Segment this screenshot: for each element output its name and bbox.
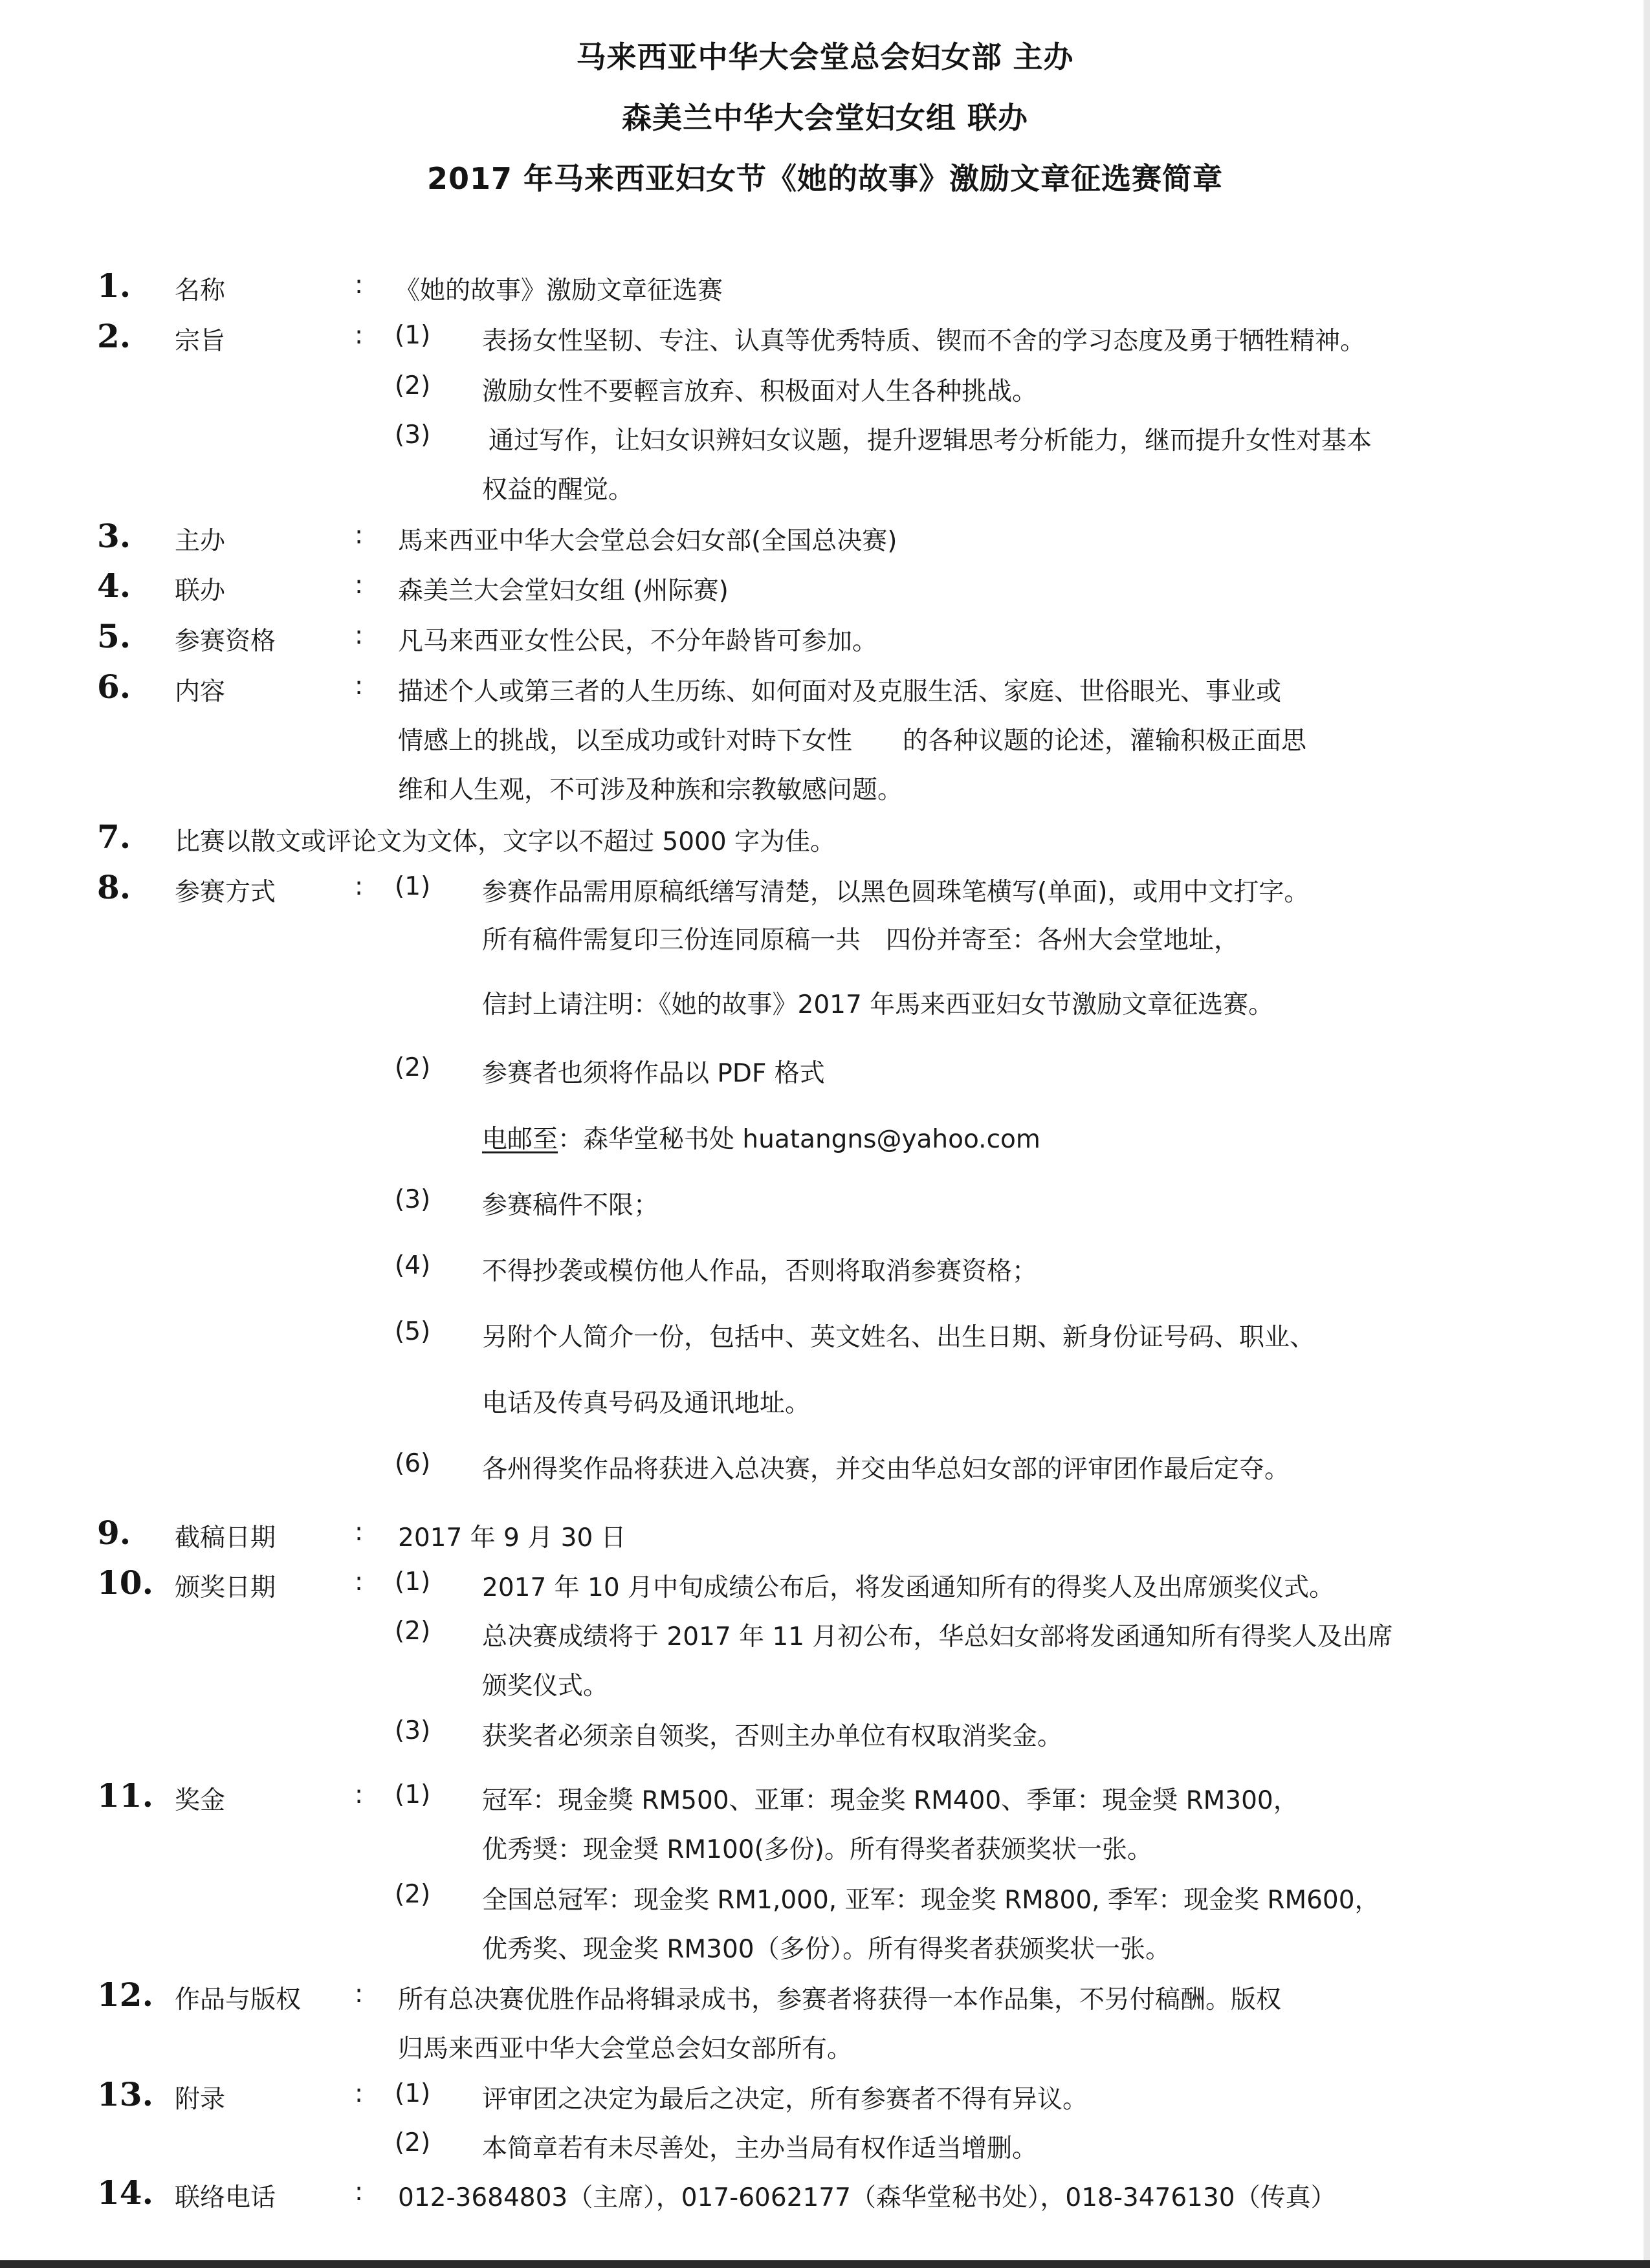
colon: : [355,1780,364,1809]
colon: : [355,571,364,600]
section-text: 所有总决赛优胜作品将辑录成书，参赛者将获得一本作品集，不另付稿酬。版权 [398,1985,1282,2014]
item-number: (3) [395,1716,431,1745]
item-number: (3) [395,1185,431,1214]
section-text: 森美兰大会堂妇女组 (州际赛) [398,576,729,605]
section-number: 6. [97,668,131,706]
item-text: 不得抄袭或模仿他人作品，否则将取消参赛资格； [482,1257,1038,1286]
item-number: (2) [395,1880,431,1909]
section-number: 13. [97,2075,153,2113]
section-number: 12. [97,1976,153,2014]
item-number: (2) [395,2128,431,2157]
section-text: 情感上的挑战，以至成功或针对時下女性 的各种议题的论述，灌输积极正面思 [398,726,1307,756]
section-label: 内容 [175,677,226,706]
section-label: 参赛方式 [175,878,276,907]
section-label: 宗旨 [175,327,226,356]
section-text: 馬来西亚中华大会堂总会妇女部(全国总决赛) [398,527,897,556]
item-text: 各州得奖作品将获进入总决赛，并交由华总妇女部的评审团作最后定夺。 [482,1455,1290,1484]
item-text: 参赛稿件不限； [482,1191,659,1220]
section-text: 维和人生观，不可涉及种族和宗教敏感问题。 [398,776,903,805]
item-text: 优秀奨：现金奨 RM100(多份)。所有得奖者获颁奖状一张。 [482,1835,1153,1864]
colon: : [355,1567,364,1597]
colon: : [355,1979,364,2009]
section-number: 7. [97,818,131,856]
section-text: 012-3684803（主席），017-6062177（森华堂秘书处），018-3476130（传真） [398,2183,1336,2212]
section-text: 2017 年 9 月 30 日 [398,1523,626,1553]
colon: : [355,671,364,701]
section-label: 联络电话 [175,2183,276,2212]
item-text: 评审团之决定为最后之决定，所有参赛者不得有异议。 [482,2085,1088,2114]
item-number: (1) [395,872,431,901]
section-number: 4. [97,567,131,605]
section-number: 10. [97,1564,153,1602]
section-label: 作品与版权 [175,1985,302,2014]
item-text: 全国总冠军：现金奖 RM1,000, 亚军：现金奖 RM800, 季军：现金奖 RM600， [482,1886,1380,1915]
scan-bottom-band [0,2260,1650,2268]
item-text: 总决赛成绩将于 2017 年 11 月初公布，华总妇女部将发函通知所有得奖人及出席 [482,1622,1393,1652]
item-text: 参赛者也须将作品以 PDF 格式 [482,1059,825,1088]
section-label: 联办 [175,576,226,605]
section-text: 描述个人或第三者的人生历练、如何面对及克服生活、家庭、世俗眼光、事业或 [398,677,1282,706]
item-text: 2017 年 10 月中旬成绩公布后，将发函通知所有的得奖人及出席颁奖仪式。 [482,1573,1335,1602]
title-co-organizer: 森美兰中华大会堂妇女组 联办 [621,100,1028,135]
item-text: 权益的醒觉。 [482,475,634,505]
item-text: 所有稿件需复印三份连同原稿一共 四份并寄至：各州大会堂地址， [482,926,1240,955]
section-number: 1. [97,267,131,305]
scan-right-edge [1644,0,1650,2268]
section-label: 参赛资格 [175,627,276,656]
section-number: 14. [97,2174,153,2212]
section-number: 5. [97,617,131,655]
title-organizer: 马来西亚中华大会堂总会妇女部 主办 [576,39,1074,74]
item-number: (6) [395,1449,431,1478]
email-line [482,1119,1040,1155]
colon: : [355,2177,364,2207]
colon: : [355,321,364,350]
item-text: 表扬女性坚韧、专注、认真等优秀特质、锲而不舍的学习态度及勇于牺牲精神。 [482,327,1366,356]
item-number: (1) [395,1780,431,1809]
item-number: (4) [395,1251,431,1280]
item-text: 通过写作，让妇女识辨妇女议题，提升逻辑思考分析能力，继而提升女性对基本 [489,426,1372,455]
section-text: 《她的故事》激励文章征选赛 [395,276,723,305]
section-label: 截稿日期 [175,1523,276,1553]
item-text: 信封上请注明：《她的故事》2017 年馬来西亚妇女节激励文章征选赛。 [482,990,1274,1020]
email-label: 电邮至 [482,1125,558,1154]
colon: : [355,270,364,300]
item-text: 优秀奖、现金奖 RM300（多份）。所有得奖者获颁奖状一张。 [482,1935,1171,1964]
item-text: 获奖者必须亲自领奖，否则主办单位有权取消奖金。 [482,1722,1063,1751]
section-text: 比赛以散文或评论文为文体，文字以不超过 5000 字为佳。 [175,827,836,856]
item-text: 冠军：現金獎 RM500、亚軍：現金奖 RM400、季軍：現金奨 RM300， [482,1786,1299,1815]
section-number: 2. [97,317,131,355]
colon: : [355,621,364,650]
colon: : [355,521,364,550]
email-text: ：森华堂秘书处 huatangns@yahoo.com [558,1125,1040,1154]
item-text: 电话及传真号码及通讯地址。 [482,1389,811,1418]
section-number: 9. [97,1514,131,1552]
section-label: 名称 [175,276,226,305]
colon: : [355,1518,364,1547]
section-number: 8. [97,868,131,906]
colon: : [355,2079,364,2108]
item-number: (1) [395,321,431,350]
section-label: 附录 [175,2085,226,2114]
section-number: 3. [97,517,131,555]
item-number: (1) [395,2079,431,2108]
item-number: (3) [395,420,431,450]
section-text: 凡马来西亚女性公民，不分年龄皆可参加。 [398,627,878,656]
section-label: 颁奖日期 [175,1573,276,1602]
title-main: 2017 年马来西亚妇女节《她的故事》激励文章征选赛简章 [426,161,1224,196]
item-number: (5) [395,1317,431,1346]
item-text: 颁奖仪式。 [482,1672,609,1701]
item-number: (2) [395,1617,431,1646]
colon: : [355,872,364,901]
item-text: 另附个人简介一份，包括中、英文姓名、出生日期、新身份证号码、职业、 [482,1323,1315,1352]
item-number: (1) [395,1567,431,1597]
item-text: 参赛作品需用原稿纸缮写清楚，以黑色圆珠笔横写(单面)，或用中文打字。 [482,878,1310,907]
section-number: 11. [97,1776,153,1815]
item-number: (2) [395,371,431,400]
section-label: 奖金 [175,1786,226,1815]
section-text: 归馬来西亚中华大会堂总会妇女部所有。 [398,2034,853,2064]
section-label: 主办 [175,527,226,556]
item-number: (2) [395,1053,431,1082]
item-text: 本简章若有未尽善处，主办当局有权作适当增删。 [482,2134,1038,2163]
item-text: 激励女性不要輕言放弃、积极面对人生各种挑战。 [482,377,1038,406]
